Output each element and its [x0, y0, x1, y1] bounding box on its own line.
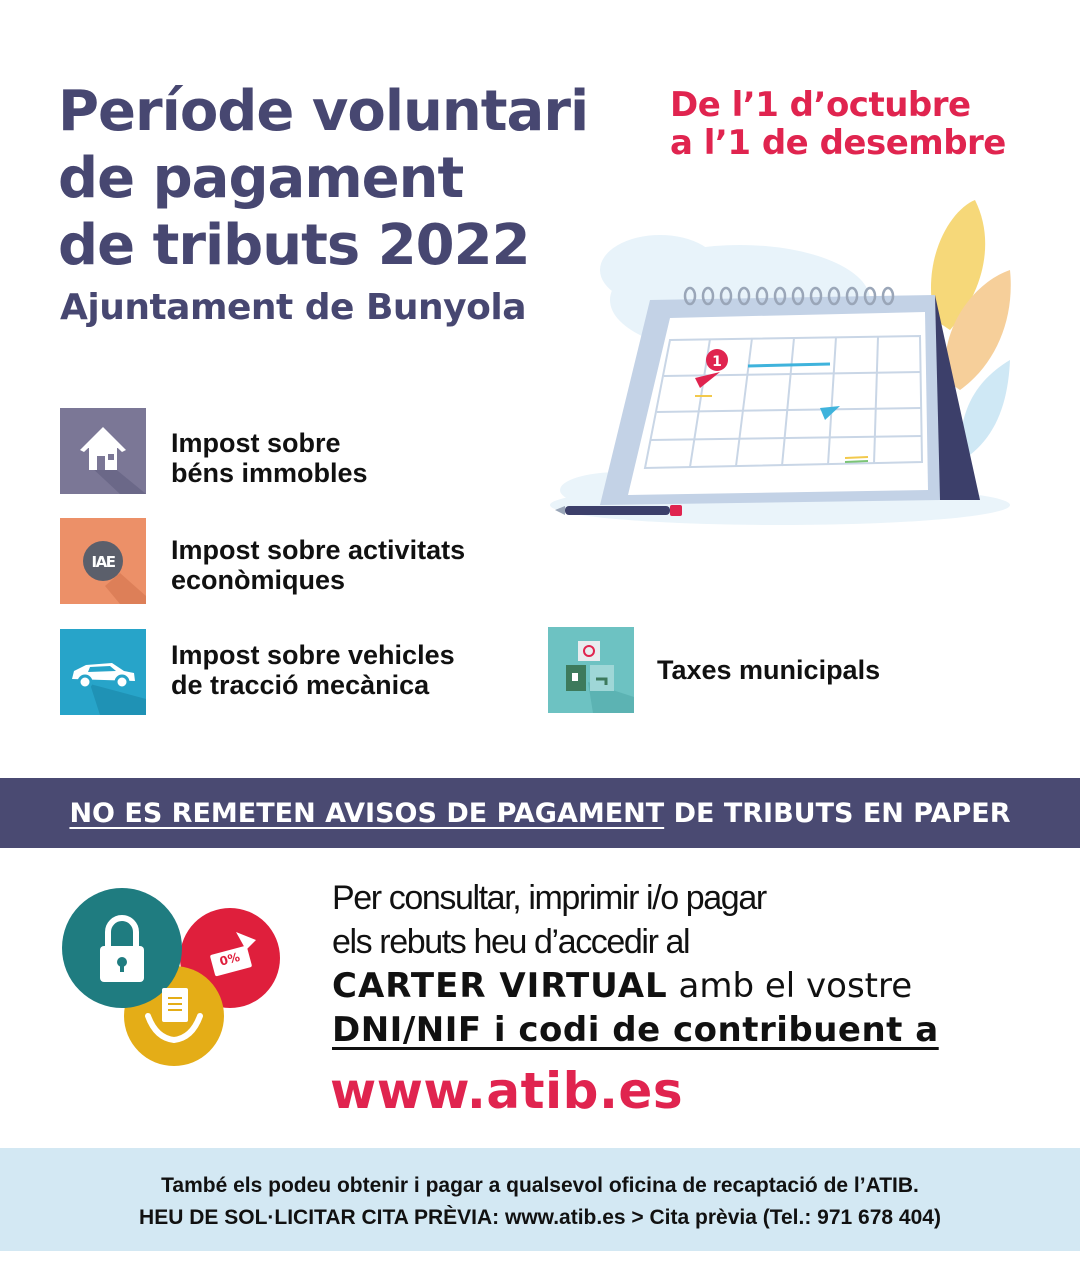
bins-icon	[548, 627, 634, 713]
tax-label-municipal	[657, 655, 880, 685]
footer-info	[0, 1148, 1080, 1251]
house-icon	[60, 408, 146, 494]
tax-label-line: Taxes municipals	[657, 655, 881, 685]
title-line-2: de pagament	[58, 146, 464, 211]
tax-label-vehicles	[171, 640, 455, 700]
notice-banner-rest: DE TRIBUTS EN PAPER	[664, 797, 1011, 829]
iae-icon	[60, 518, 146, 604]
tax-label-line: Impost sobre activitats	[171, 535, 466, 565]
footer-line-1: També els podeu obtenir i pagar a qualsevol oficina de recaptació de l’ATIB.	[161, 1174, 919, 1197]
percent-badge: 0%	[218, 949, 242, 969]
access-instructions	[332, 876, 939, 1052]
virtual-mailbox-label: CARTER VIRTUAL	[332, 966, 668, 1006]
instructions-line-2: els rebuts heu d’accedir al	[332, 923, 690, 961]
car-icon	[60, 629, 146, 715]
security-graphic	[60, 888, 285, 1068]
tax-icon-vehicles	[60, 629, 146, 715]
instructions-line-3	[332, 964, 939, 1008]
tax-icon-municipal	[548, 627, 634, 713]
tax-label-line: de tracció mecànica	[171, 670, 430, 700]
tax-label-property	[171, 428, 368, 488]
instructions-line-1: Per consultar, imprimir i/o pagar	[332, 879, 766, 917]
event-bar	[845, 461, 868, 462]
tax-label-activities	[171, 535, 465, 595]
tax-label-line: econòmiques	[171, 565, 346, 595]
tax-icon-activities	[60, 518, 146, 604]
event-bar	[845, 457, 868, 458]
pen-cap	[670, 505, 682, 516]
tax-icon-property	[60, 408, 146, 494]
page-title	[58, 78, 618, 279]
tax-label-line: Impost sobre vehicles	[171, 640, 455, 670]
payment-dates	[670, 86, 1006, 162]
pen-icon	[565, 506, 670, 515]
footer-line-2: HEU DE SOL·LICITAR CITA PRÈVIA: www.atib.es > Cita prèvia (Tel.: 971 678 404)	[139, 1206, 941, 1229]
page-subtitle: Ajuntament de Bunyola	[60, 287, 527, 328]
calendar-illustration	[540, 200, 1040, 530]
tax-label-line: Impost sobre	[171, 428, 341, 458]
instructions-line-4: DNI/NIF i codi de contribuent a	[332, 1010, 939, 1050]
tax-label-line: béns immobles	[171, 458, 368, 488]
instructions-line-3-rest: amb el vostre	[667, 966, 913, 1006]
title-line-1: Període voluntari	[58, 79, 589, 144]
event-bar	[748, 364, 830, 366]
date-line-1: De l’1 d’octubre	[670, 85, 971, 125]
notice-banner	[0, 778, 1080, 848]
title-line-3: de tributs 2022	[58, 213, 530, 278]
calendar-badge-number: 1	[712, 354, 722, 370]
date-line-2: a l’1 de desembre	[670, 123, 1006, 163]
iae-badge-text: IAE	[91, 553, 115, 571]
notice-banner-underlined: NO ES REMETEN AVISOS DE PAGAMENT	[69, 797, 665, 829]
website-link[interactable]: www.atib.es	[330, 1062, 684, 1120]
